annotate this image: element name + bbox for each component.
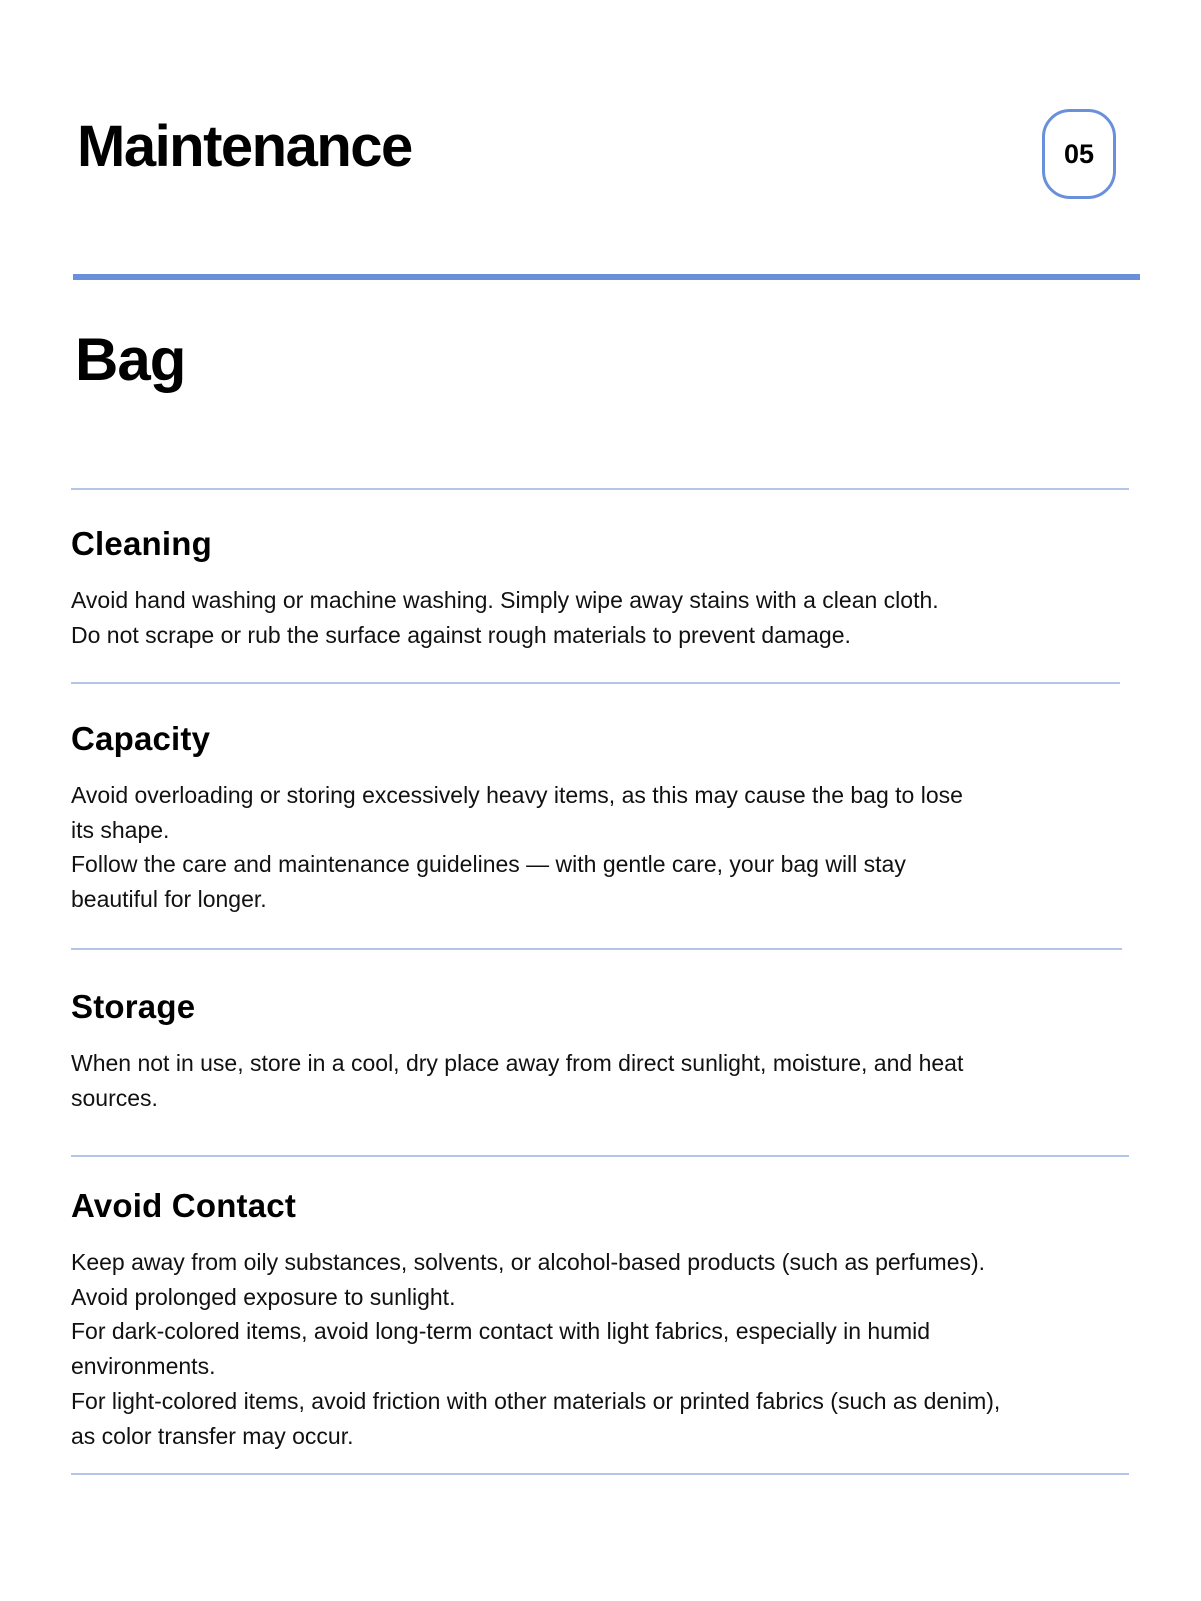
body-line: sources.	[71, 1084, 158, 1111]
body-line: as color transfer may occur.	[71, 1422, 354, 1449]
body-line: Do not scrape or rub the surface against rough materials to prevent damage.	[71, 621, 851, 648]
item-body	[71, 1046, 1151, 1115]
body-line: When not in use, store in a cool, dry place away from direct sunlight, moisture, and heat	[71, 1050, 964, 1076]
body-line: For dark-colored items, avoid long-term contact with light fabrics, especially in humid	[71, 1318, 931, 1345]
item-body	[71, 778, 1151, 917]
body-line: beautiful for longer.	[71, 886, 267, 913]
care-item-capacity	[71, 722, 1151, 917]
page-title: Maintenance	[77, 114, 412, 179]
header-rule	[73, 274, 1140, 280]
body-line: Avoid hand washing or machine washing. Simply wipe away stains with a clean cloth.	[71, 587, 939, 613]
item-heading: Capacity	[71, 720, 211, 757]
body-line: Keep away from oily substances, solvents, or alcohol-based products (such as perfumes).	[71, 1249, 986, 1275]
divider	[71, 488, 1129, 490]
body-line: Follow the care and maintenance guidelines — with gentle care, your bag will stay	[71, 851, 906, 878]
care-item-cleaning	[71, 527, 1151, 652]
body-line: For light-colored items, avoid friction with other materials or printed fabrics (such as denim),	[71, 1387, 1001, 1414]
care-item-storage	[71, 990, 1151, 1115]
item-heading: Avoid Contact	[71, 1187, 297, 1224]
section-title: Bag	[75, 326, 186, 393]
divider	[71, 682, 1120, 684]
body-line: its shape.	[71, 816, 170, 843]
divider	[71, 1473, 1129, 1475]
divider	[71, 948, 1122, 950]
divider	[71, 1155, 1129, 1157]
body-line: environments.	[71, 1353, 216, 1380]
body-line: Avoid prolonged exposure to sunlight.	[71, 1283, 456, 1310]
item-body	[71, 1245, 1151, 1453]
item-heading: Storage	[71, 988, 196, 1025]
care-item-avoid-contact	[71, 1189, 1151, 1453]
item-body	[71, 583, 1151, 652]
page-number-badge: 05	[1042, 109, 1116, 199]
item-heading: Cleaning	[71, 525, 212, 562]
body-line: Avoid overloading or storing excessively heavy items, as this may cause the bag to lose	[71, 782, 963, 808]
